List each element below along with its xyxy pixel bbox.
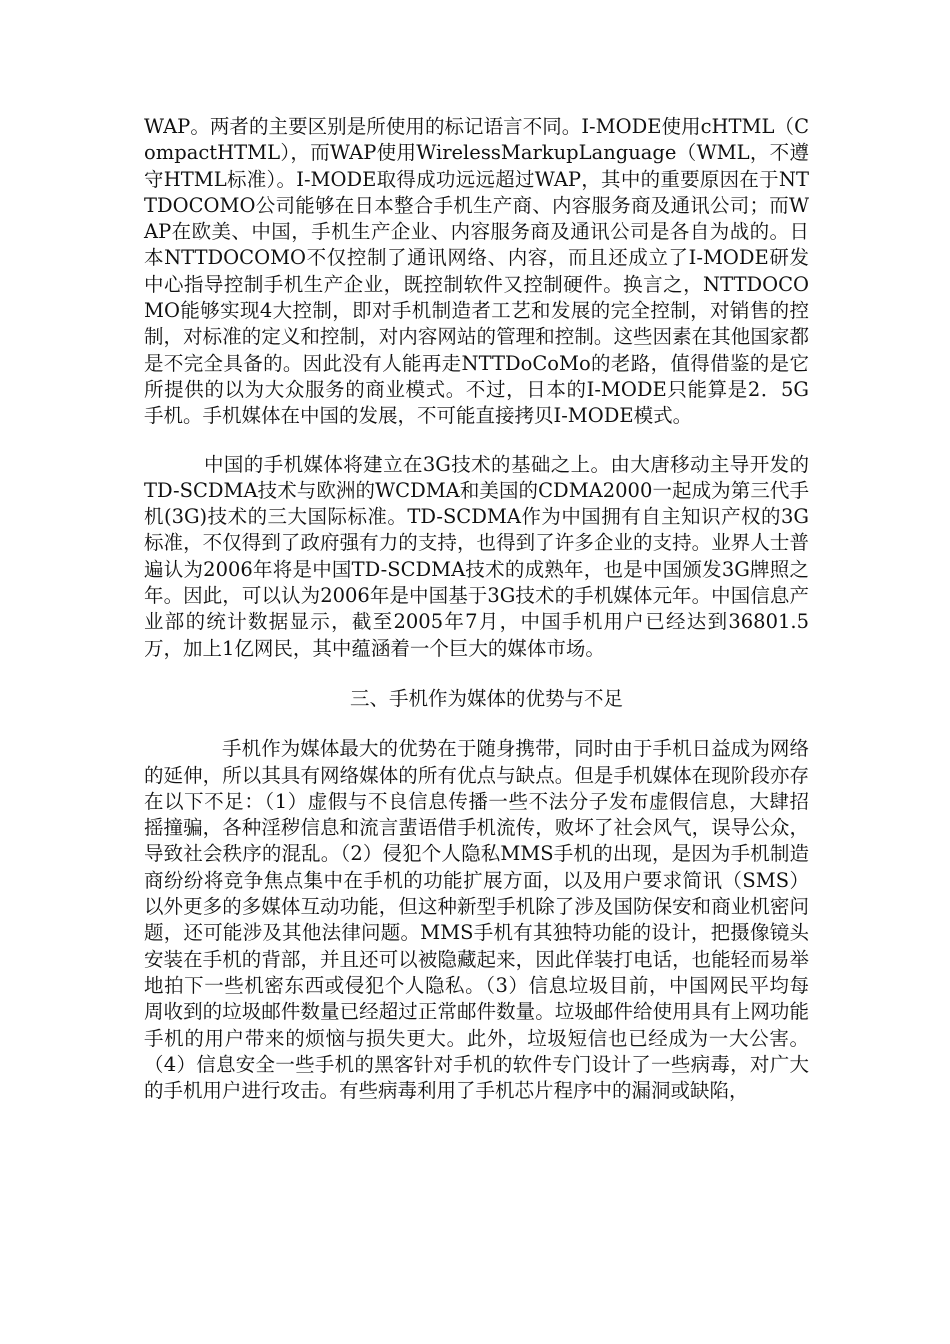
paragraph-gap bbox=[144, 662, 809, 686]
section-heading: 三、手机作为媒体的优势与不足 bbox=[349, 686, 623, 710]
paragraph-i-mode-comparison: WAP。两者的主要区别是所使用的标记语言不同。I-MODE使用cHTML（CompactHTML），而WAP使用WirelessMarkupLanguage（WML，不遵守HTML标准）。I-MODE取得成功远远超过WAP，其中的重要原因在于NTTDOCOMO公司能够在日本整合手机生产商、内容服务商及通讯公司；而WAP在欧美、中国，手机生产企业、内容服务商及通讯公司是各自为战的。日本NTTDOCOMO不仅控制了通讯网络、内容，而且还成立了I-MODE研发中心指导控制手机生产企业，既控制软件又控制硬件。换言之，NTTDOCOMO能够实现4大控制，即对手机制造者工艺和发展的完全控制，对销售的控制，对标准的定义和控制，对内容网站的管理和控制。这些因素在其他国家都是不完全具备的。因此没有人能再走NTTDoCoMo的老路，值得借鉴的是它所提供的以为大众服务的商业模式。不过，日本的I-MODE只能算是2．5G手机。手机媒体在中国的发展，不可能直接拷贝I-MODE模式。 bbox=[144, 115, 809, 428]
paragraph-gap bbox=[144, 430, 809, 452]
document-body bbox=[144, 114, 809, 1104]
paragraph-gap bbox=[144, 712, 809, 736]
paragraph-advantages-and-shortcomings: 手机作为媒体最大的优势在于随身携带，同时由于手机日益成为网络的延伸，所以其具有网络媒体的所有优点与缺点。但是手机媒体在现阶段亦存在以下不足：（1）虚假与不良信息传播一些不法分子发布虚假信息，大肆招摇撞骗，各种淫秽信息和流言蜚语借手机流传，败坏了社会风气，误导公众，导致社会秩序的混乱。（2）侵犯个人隐私MMS手机的出现，是因为手机制造商纷纷将竞争焦点集中在手机的功能扩展方面，以及用户要求简讯（SMS）以外更多的多媒体互动功能，但这种新型手机除了涉及国防保安和商业机密问题，还可能涉及其他法律问题。MMS手机有其独特功能的设计，把摄像镜头安装在手机的背部，并且还可以被隐藏起来，因此佯装打电话，也能轻而易举地拍下一些机密东西或侵犯个人隐私。（3）信息垃圾目前，中国网民平均每周收到的垃圾邮件数量已经超过正常邮件数量。垃圾邮件给使用具有上网功能手机的用户带来的烦恼与损失更大。此外，垃圾短信也已经成为一大公害。（4）信息安全一些手机的黑客针对手机的软件专门设计了一些病毒，对广大的手机用户进行攻击。有些病毒利用了手机芯片程序中的漏洞或缺陷， bbox=[144, 737, 809, 1103]
paragraph-china-3g: 中国的手机媒体将建立在3G技术的基础之上。由大唐移动主导开发的TD-SCDMA技术与欧洲的WCDMA和美国的CDMA2000一起成为第三代手机(3G)技术的三大国际标准。TD-SCDMA作为中国拥有自主知识产权的3G标准，不仅得到了政府强有力的支持，也得到了许多企业的支持。业界人士普遍认为2006年将是中国TD-SCDMA技术的成熟年，也是中国颁发3G牌照之年。因此，可以认为2006年是中国基于3G技术的手机媒体元年。中国信息产业部的统计数据显示，截至2005年7月，中国手机用户已经达到36801.5万，加上1亿网民，其中蕴涵着一个巨大的媒体市场。 bbox=[144, 452, 809, 660]
